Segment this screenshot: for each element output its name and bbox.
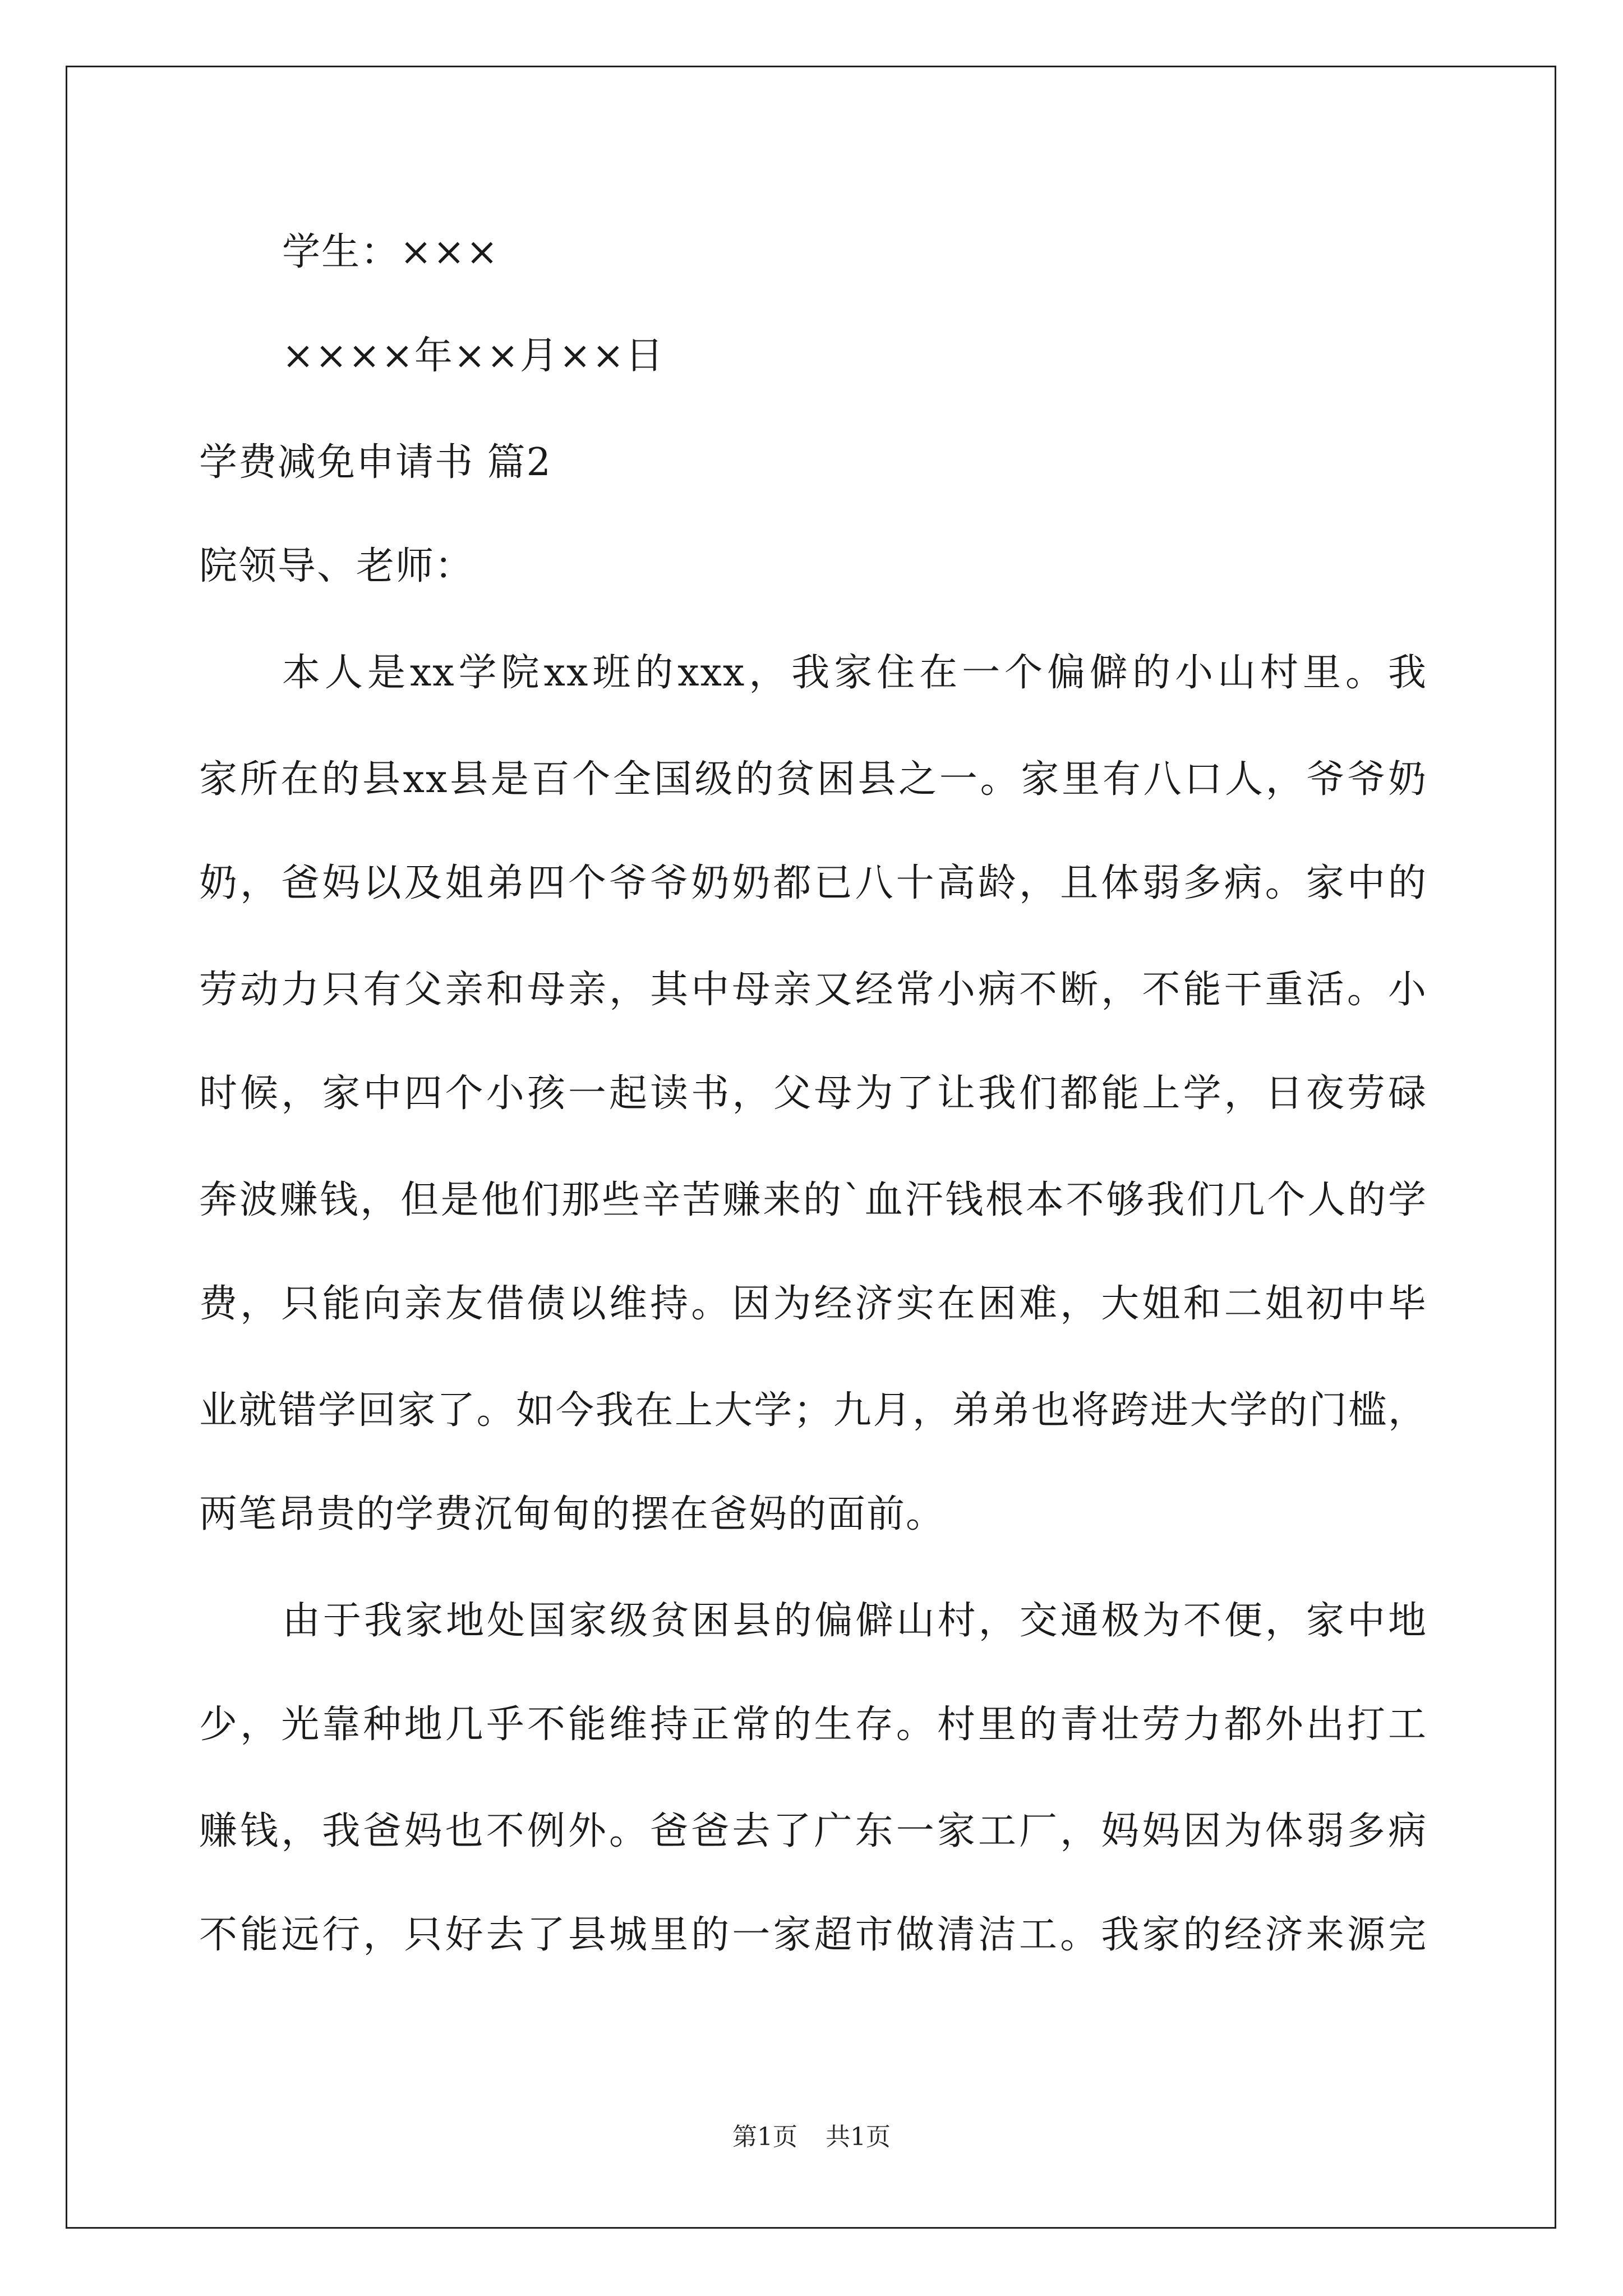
salutation: 院领导、老师： xyxy=(199,544,474,588)
section-title: 学费减免申请书 篇2 xyxy=(199,440,552,485)
paragraph-1-line: 家所在的县xx县是百个全国级的贫困县之一。家里有八口人，爷爷奶 xyxy=(199,757,1427,802)
paragraph-2-line: 由于我家地处国家级贫困县的偏僻山村，交通极为不便，家中地 xyxy=(282,1599,1427,1643)
paragraph-2-line: 不能远行，只好去了县城里的一家超市做清洁工。我家的经济来源完 xyxy=(199,1913,1427,1957)
signature-date: ××××年××月××日 xyxy=(282,334,665,378)
page-border xyxy=(66,66,1556,2229)
page-footer xyxy=(0,2120,1623,2154)
signature-student: 学生：××× xyxy=(282,230,499,274)
page-number-total: 共1页 xyxy=(826,2123,891,2151)
paragraph-1-line: 业就错学回家了。如今我在上大学；九月，弟弟也将跨进大学的门槛， xyxy=(199,1388,1427,1433)
paragraph-2-line: 赚钱，我爸妈也不例外。爸爸去了广东一家工厂，妈妈因为体弱多病 xyxy=(199,1809,1427,1853)
paragraph-1-line: 劳动力只有父亲和母亲，其中母亲又经常小病不断，不能干重活。小 xyxy=(199,968,1427,1012)
paragraph-1-line: 本人是xx学院xx班的xxx，我家住在一个偏僻的小山村里。我 xyxy=(282,651,1427,695)
paragraph-2-line: 少，光靠种地几乎不能维持正常的生存。村里的青壮劳力都外出打工 xyxy=(199,1703,1427,1747)
paragraph-1-line: 时候，家中四个小孩一起读书，父母为了让我们都能上学，日夜劳碌 xyxy=(199,1071,1427,1116)
paragraph-1-line: 两笔昂贵的学费沉甸甸的摆在爸妈的面前。 xyxy=(199,1492,946,1536)
page-number-current: 第1页 xyxy=(732,2123,797,2151)
paragraph-1-line: 费，只能向亲友借债以维持。因为经济实在困难，大姐和二姐初中毕 xyxy=(199,1282,1427,1326)
paragraph-1-line: 奶，爸妈以及姐弟四个爷爷奶奶都已八十高龄，且体弱多病。家中的 xyxy=(199,861,1427,905)
paragraph-1-line: 奔波赚钱，但是他们那些辛苦赚来的`血汗钱根本不够我们几个人的学 xyxy=(199,1178,1427,1222)
